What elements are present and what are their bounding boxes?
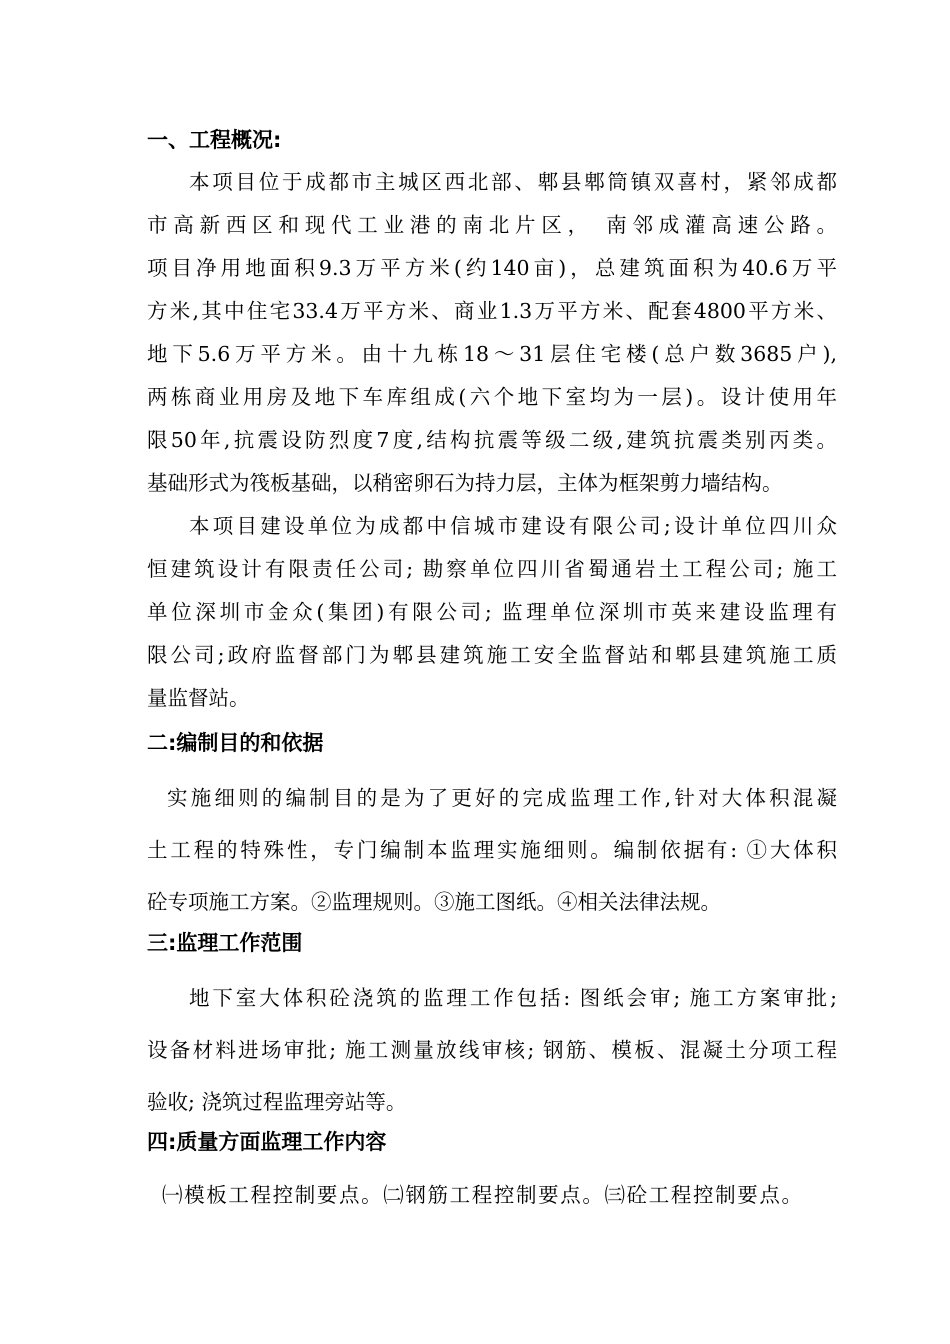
section-heading-quality: 四:质量方面监理工作内容 bbox=[147, 1130, 387, 1154]
text-line: 砼专项施工方案。②监理规则。③施工图纸。④相关法律法规。 bbox=[147, 890, 721, 914]
text-line: 量监督站。 bbox=[147, 686, 250, 710]
text-line: 限公司;政府监督部门为郫县建筑施工安全监督站和郫县建筑施工质 bbox=[147, 643, 837, 667]
scope-paragraph bbox=[147, 972, 837, 1128]
text-line: 地下室大体积砼浇筑的监理工作包括: 图纸会审; 施工方案审批; bbox=[189, 986, 837, 1010]
text-line: 土工程的特殊性，专门编制本监理实施细则。编制依据有: ①大体积 bbox=[147, 838, 837, 862]
text-line: 项目净用地面积9.3万平方米(约140亩)，总建筑面积为40.6万平 bbox=[147, 256, 837, 280]
text-line: 验收; 浇筑过程监理旁站等。 bbox=[147, 1090, 407, 1114]
section-heading-scope: 三:监理工作范围 bbox=[147, 931, 303, 955]
purpose-paragraph bbox=[167, 772, 837, 824]
purpose-paragraph-cont bbox=[147, 824, 837, 928]
text-line: 两栋商业用房及地下车库组成(六个地下室均为一层)。设计使用年 bbox=[147, 385, 837, 409]
overview-paragraph-1 bbox=[147, 161, 837, 505]
text-line: 市高新西区和现代工业港的南北片区， 南邻成灌高速公路。 bbox=[147, 213, 837, 237]
text-line: 实施细则的编制目的是为了更好的完成监理工作,针对大体积混凝 bbox=[167, 786, 837, 810]
section-heading-purpose: 二:编制目的和依据 bbox=[147, 731, 324, 755]
text-line: 地下5.6万平方米。由十九栋18～31层住宅楼(总户数3685户), bbox=[147, 342, 837, 366]
text-line: 单位深圳市金众(集团)有限公司; 监理单位深圳市英来建设监理有 bbox=[147, 600, 837, 624]
text-line: 本项目建设单位为成都中信城市建设有限公司;设计单位四川众 bbox=[189, 514, 837, 538]
text-line: 设备材料进场审批; 施工测量放线审核; 钢筋、模板、混凝土分项工程 bbox=[147, 1038, 837, 1062]
text-line: 恒建筑设计有限责任公司; 勘察单位四川省蜀通岩土工程公司; 施工 bbox=[147, 557, 837, 581]
quality-paragraph bbox=[162, 1172, 802, 1218]
text-line: 方米,其中住宅33.4万平方米、商业1.3万平方米、配套4800平方米、 bbox=[147, 299, 837, 323]
text-line: 基础形式为筏板基础，以稍密卵石为持力层，主体为框架剪力墙结构。 bbox=[147, 471, 783, 495]
text-line: ㈠模板工程控制要点。㈡钢筋工程控制要点。㈢砼工程控制要点。 bbox=[162, 1183, 802, 1207]
text-line: 限50年,抗震设防烈度7度,结构抗震等级二级,建筑抗震类别丙类。 bbox=[147, 428, 837, 452]
text-line: 本项目位于成都市主城区西北部、郫县郫筒镇双喜村，紧邻成都 bbox=[189, 170, 837, 194]
section-heading-overview: 一、工程概况: bbox=[147, 128, 282, 152]
overview-paragraph-2 bbox=[147, 505, 837, 720]
